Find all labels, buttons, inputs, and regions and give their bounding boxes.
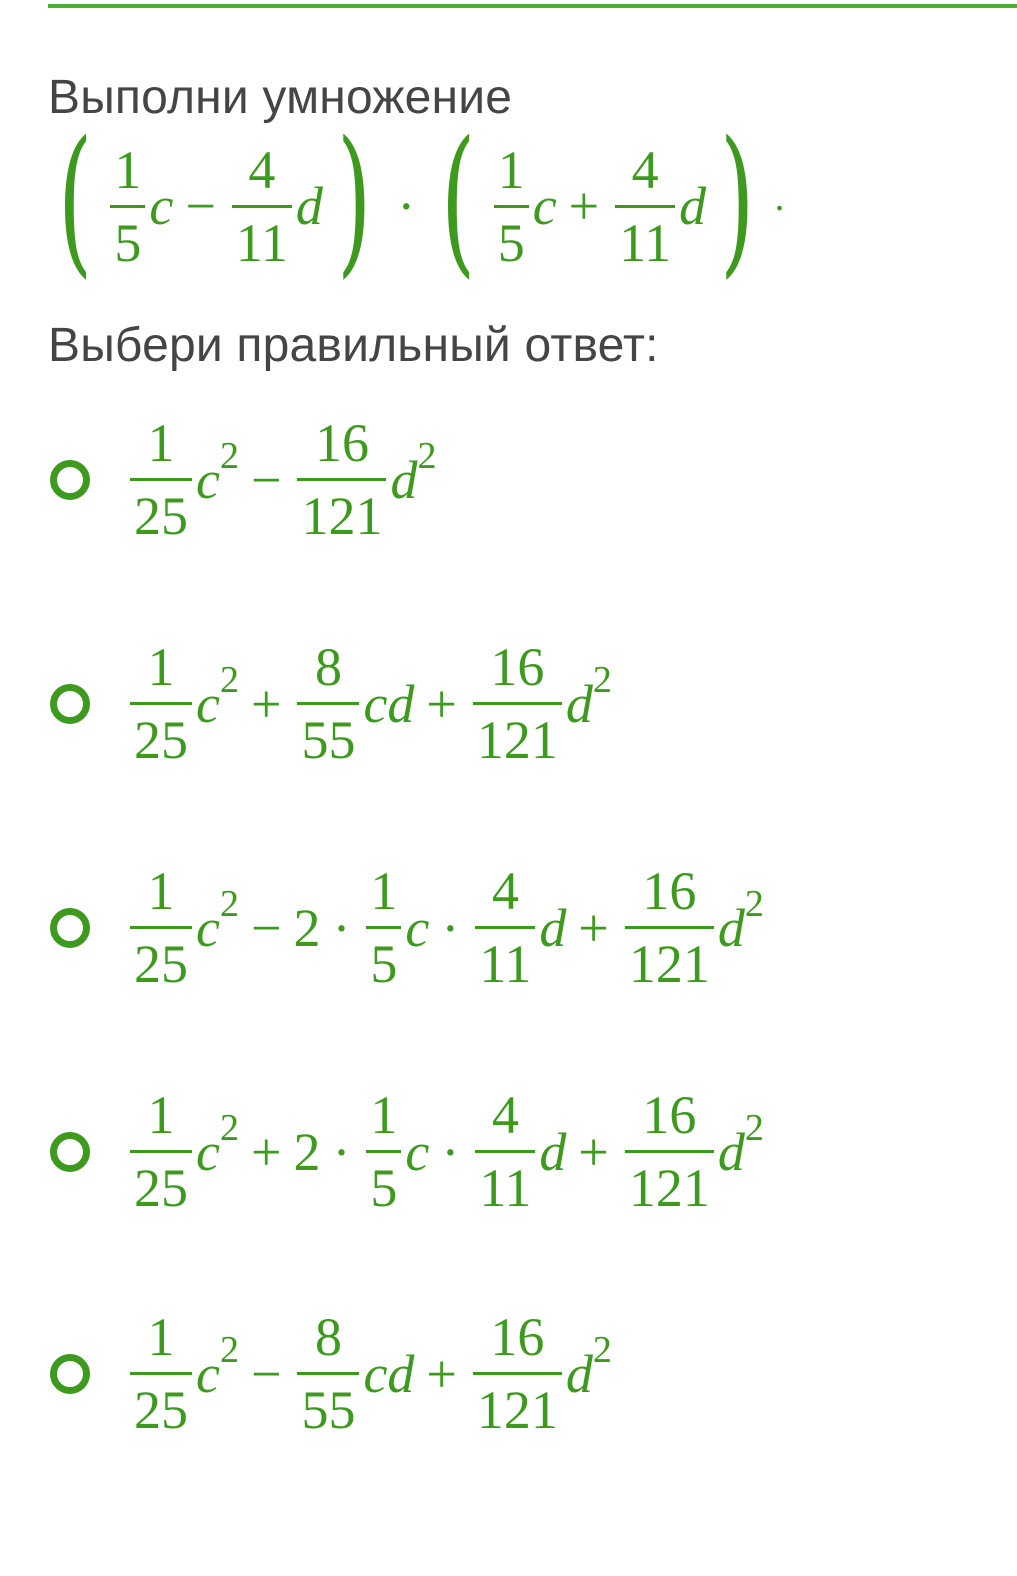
radio-button[interactable] (50, 1132, 90, 1172)
fraction-denominator: 11 (475, 926, 535, 991)
answer-option-2[interactable] (50, 637, 612, 770)
fraction (130, 1307, 192, 1440)
math-operator: + (250, 1121, 282, 1182)
math-operator: + (250, 673, 282, 734)
fraction (625, 1085, 714, 1218)
fraction-numerator: 16 (314, 413, 369, 473)
math-operator: + (568, 176, 600, 236)
right-paren: ) (720, 106, 755, 293)
math-variable: d (717, 897, 745, 958)
fraction (473, 637, 562, 770)
math-variable: c (532, 176, 557, 236)
fraction-numerator: 1 (147, 413, 175, 473)
math-variable: d (295, 176, 323, 236)
fraction (130, 413, 192, 546)
fraction (475, 861, 535, 994)
fraction-denominator: 121 (625, 1150, 714, 1215)
left-paren: ( (441, 106, 476, 293)
option-expression: $\frac{1}{25}$ c $^2$ − $\frac{8}{55}$ cd + $\frac{16}{121}$ d $^2$ (126, 1310, 612, 1437)
answer-option-5[interactable] (50, 1307, 612, 1440)
fraction-numerator: 8 (314, 1307, 342, 1367)
task-expression (44, 106, 785, 293)
fraction (475, 1085, 535, 1218)
math-operator: · (332, 897, 351, 958)
fraction-denominator: 121 (625, 926, 714, 991)
math-variable: d (565, 1343, 593, 1404)
fraction-numerator: 1 (370, 861, 398, 921)
fraction (473, 1307, 562, 1440)
option-expression: $\frac{1}{25}$ c $^2$ + 2 · $\frac{1}{5}$ c · $\frac{4}{11}$ d + $\frac{16}{121}$ d $^2$ (126, 1088, 764, 1215)
fraction-numerator: 16 (490, 637, 545, 697)
fraction (110, 139, 145, 273)
fraction-denominator: 11 (232, 205, 292, 270)
fraction-denominator: 55 (297, 1372, 359, 1437)
fraction-numerator: 1 (147, 861, 175, 921)
option-expression: $\frac{1}{25}$ c $^2$ + $\frac{8}{55}$ cd + $\frac{16}{121}$ d $^2$ (126, 640, 612, 767)
math-variable: c (149, 176, 174, 236)
math-operator: + (578, 897, 609, 958)
math-operator: · (441, 897, 460, 958)
math-variable: cd (363, 1343, 415, 1404)
fraction-numerator: 8 (314, 637, 342, 697)
option-expression: $\frac{1}{25}$ c $^2$ − $\frac{16}{121}$ d $^2$ (126, 416, 436, 543)
fraction-denominator: 121 (473, 1372, 562, 1437)
math-term: 2 (293, 1121, 321, 1182)
fraction-numerator: 1 (147, 1085, 175, 1145)
fraction-denominator: 5 (366, 1150, 401, 1215)
math-variable: c (405, 897, 430, 958)
fraction-denominator: 121 (473, 702, 562, 767)
math-operator: − (185, 176, 216, 236)
left-paren: ( (58, 106, 93, 293)
fraction-numerator: 1 (147, 1307, 175, 1367)
radio-button[interactable] (50, 684, 90, 724)
fraction-denominator: 25 (130, 1150, 192, 1215)
math-operator: − (250, 897, 282, 958)
fraction-numerator: 4 (491, 1085, 519, 1145)
answer-option-3[interactable] (50, 861, 764, 994)
math-term: 2 (293, 897, 321, 958)
math-term: . (774, 174, 785, 219)
math-operator: · (332, 1121, 351, 1182)
fraction-denominator: 55 (297, 702, 359, 767)
fraction (366, 861, 401, 994)
fraction (615, 139, 675, 273)
math-operator: + (426, 1343, 457, 1404)
fraction (297, 1307, 359, 1440)
math-variable: c (196, 449, 220, 510)
fraction-denominator: 11 (615, 205, 675, 270)
fraction (232, 139, 292, 273)
math-variable: d (539, 1121, 567, 1182)
fraction-numerator: 16 (490, 1307, 545, 1367)
fraction (625, 861, 714, 994)
radio-button[interactable] (50, 460, 90, 500)
math-variable: c (196, 1121, 220, 1182)
math-variable: d (717, 1121, 745, 1182)
fraction-numerator: 16 (642, 1085, 697, 1145)
fraction-denominator: 5 (366, 926, 401, 991)
fraction-denominator: 5 (110, 205, 145, 270)
fraction (297, 413, 386, 546)
fraction-denominator: 25 (130, 1372, 192, 1437)
math-variable: d (390, 449, 418, 510)
fraction-denominator: 11 (475, 1150, 535, 1215)
fraction-numerator: 4 (631, 139, 659, 200)
fraction-numerator: 4 (491, 861, 519, 921)
fraction-numerator: 1 (497, 139, 525, 200)
fraction (366, 1085, 401, 1218)
fraction (130, 637, 192, 770)
math-operator: − (250, 1343, 282, 1404)
radio-button[interactable] (50, 1354, 90, 1394)
math-operator: · (397, 176, 416, 236)
fraction-numerator: 1 (147, 637, 175, 697)
fraction-denominator: 25 (130, 702, 192, 767)
math-variable: c (405, 1121, 430, 1182)
answer-option-1[interactable] (50, 413, 437, 546)
math-operator: · (441, 1121, 460, 1182)
fraction-numerator: 1 (114, 139, 142, 200)
math-operator: − (250, 449, 282, 510)
math-operator: + (578, 1121, 609, 1182)
fraction (297, 637, 359, 770)
answer-option-4[interactable] (50, 1085, 764, 1218)
math-variable: c (196, 1343, 220, 1404)
choose-instruction: Выбери правильный ответ: (48, 319, 659, 372)
fraction-denominator: 25 (130, 478, 192, 543)
right-paren: ) (336, 106, 372, 293)
radio-button[interactable] (50, 908, 90, 948)
fraction-denominator: 121 (297, 478, 386, 543)
fraction (130, 861, 192, 994)
math-variable: c (196, 673, 220, 734)
fraction-denominator: 25 (130, 926, 192, 991)
task-text: Выполни умножение (48, 71, 513, 124)
math-variable: d (539, 897, 567, 958)
fraction-denominator: 5 (494, 205, 529, 270)
option-expression: $\frac{1}{25}$ c $^2$ − 2 · $\frac{1}{5}$ c · $\frac{4}{11}$ d + $\frac{16}{121}$ d $^2$ (126, 864, 764, 991)
math-variable: c (196, 897, 220, 958)
math-operator: + (426, 673, 457, 734)
math-variable: d (679, 176, 707, 236)
fraction (130, 1085, 192, 1218)
fraction-numerator: 4 (248, 139, 276, 200)
math-variable: d (565, 673, 593, 734)
top-divider (48, 4, 1017, 8)
math-variable: cd (363, 673, 415, 734)
fraction-numerator: 16 (642, 861, 697, 921)
fraction-numerator: 1 (370, 1085, 398, 1145)
fraction (494, 139, 529, 273)
